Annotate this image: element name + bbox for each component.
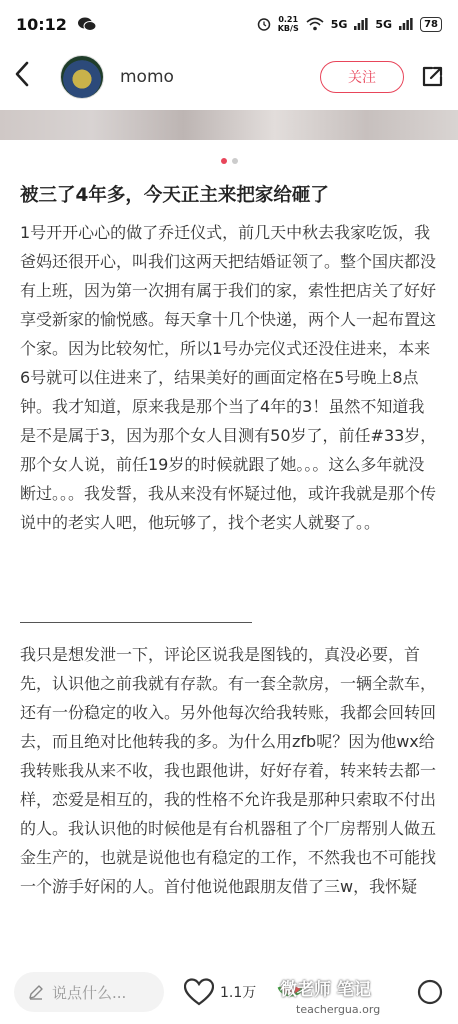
watermark-url: teachergua.org	[296, 1003, 381, 1016]
pencil-icon	[28, 984, 44, 1000]
divider	[20, 622, 252, 623]
avatar[interactable]	[60, 55, 104, 99]
watermark: 微老师 笔记	[280, 980, 371, 1000]
signal-label-1: 5G	[330, 17, 348, 31]
comment-count-button[interactable]	[416, 978, 444, 1006]
like-count: 1.1万	[220, 985, 257, 1001]
net-speed	[278, 15, 299, 33]
alarm-icon	[257, 17, 271, 31]
wechat-icon	[77, 16, 97, 32]
like-button[interactable]	[184, 978, 256, 1006]
post-image-carousel[interactable]	[0, 110, 458, 140]
carousel-dot-active	[221, 158, 227, 164]
post-paragraph-1: 1号开开心心的做了乔迁仪式，前几天中秋去我家吃饭，我爸妈还很开心，叫我们这两天把结婚证领了。整个国庆都没有上班，因为第一次拥有属于我们的家，索性把店关了好好享受新家的愉悦感。每天拿十几个快递，两个人一起布置这个家。因为比较匆忙，所以1号办完仪式还没住进来，本来6号就可以住进来了，结果美好的画面定格在5号晚上8点钟。我才知道，原来我是那个当了4年的3！虽然不知道我是不是属于3，因为那个女人目测有50岁了，前任#33岁，那个女人说，前任19岁的时候就跟了她。。。这么多年就没断过。。。我发誓，我从来没有怀疑过他，或许我就是那个传说中的老实人吧，他玩够了，找个老实人就娶了。。	[20, 223, 437, 532]
comment-input[interactable]	[14, 972, 164, 1012]
carousel-dot	[232, 158, 238, 164]
username[interactable]: momo	[120, 67, 174, 87]
status-bar	[0, 0, 458, 48]
battery-indicator: 78	[420, 17, 442, 32]
back-button[interactable]	[14, 60, 42, 95]
post-body	[20, 218, 440, 608]
wifi-icon	[306, 17, 324, 31]
follow-button[interactable]: 关注	[320, 61, 404, 93]
net-speed-value: 0.21	[278, 15, 299, 24]
signal-bars-icon	[399, 18, 413, 30]
post-header	[0, 48, 458, 106]
heart-icon	[184, 978, 214, 1006]
status-right	[257, 15, 442, 33]
status-time: 10:12	[16, 14, 67, 34]
comment-bubble-icon	[416, 978, 444, 1006]
post-title: 被三了4年多，今天正主来把家给砸了	[20, 185, 329, 206]
bottom-action-bar	[0, 960, 458, 1024]
chevron-left-icon	[14, 61, 30, 87]
status-left	[16, 15, 97, 34]
signal-bars-icon	[354, 18, 368, 30]
signal-label-2: 5G	[375, 17, 393, 31]
net-speed-unit: KB/S	[277, 24, 299, 33]
carousel-dots	[0, 158, 458, 164]
share-icon[interactable]	[420, 65, 444, 89]
post-paragraph-2: 我只是想发泄一下，评论区说我是图钱的，真没必要，首先，认识他之前我就有存款。有一套全款房，一辆全款车，还有一份稳定的收入。另外他每次给我转账，我都会回转回去，而且绝对比他转我的多。为什么用zfb呢？因为他wx给我转账我从来不收，我也跟他讲，好好存着，转来转去都一样，恋爱是相互的，我的性格不允许我是那种只索取不付出的人。我认识他的时候他是有台机器租了个厂房帮别人做五金生产的，也就是说他也有稳定的工作，不然我也不可能找一个游手好闲的人。首付他说他跟朋友借了三w，我怀疑	[20, 645, 437, 896]
comment-placeholder: 说点什么...	[52, 983, 127, 1002]
